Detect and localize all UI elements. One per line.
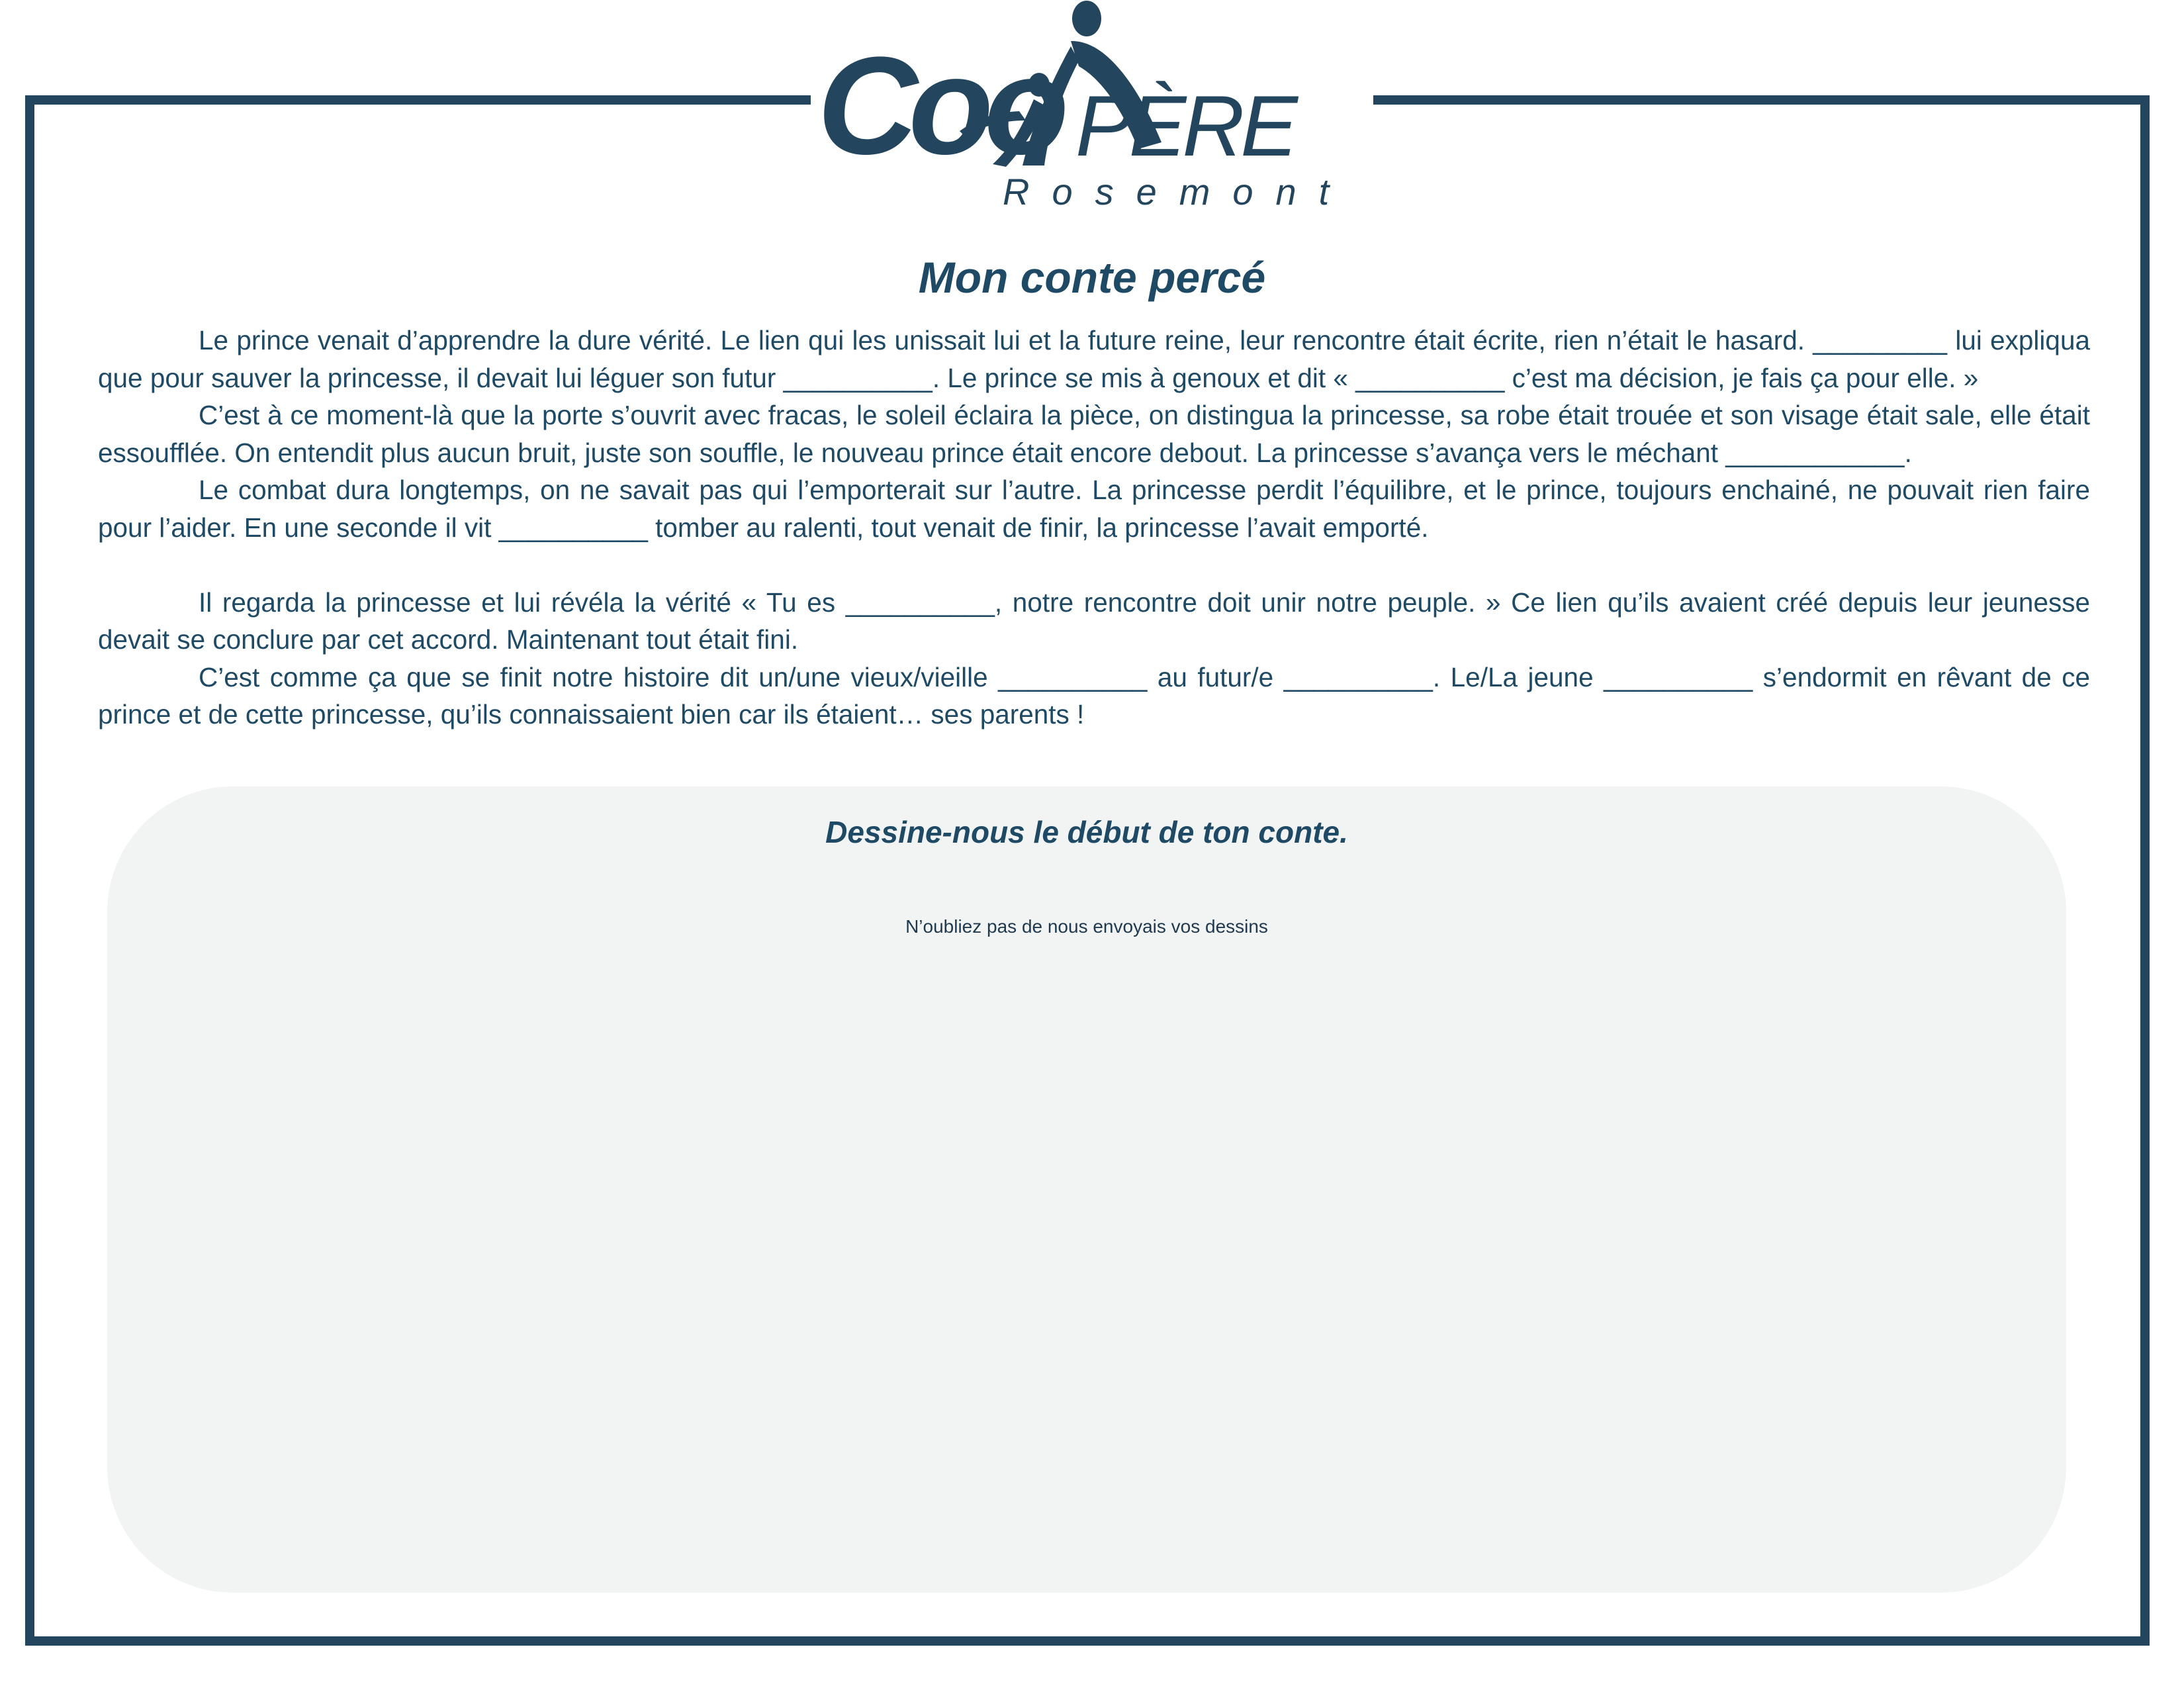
page-title: Mon conte percé bbox=[918, 253, 1266, 302]
drawing-area[interactable] bbox=[107, 786, 2066, 1593]
story-blank-line bbox=[98, 546, 2090, 584]
story-paragraph-3: Le combat dura longtemps, on ne savait pas qui l’emporterait sur l’autre. La princesse perdit l’équilibre, et le prince, toujours enchainé, ne pouvait rien faire pour l’aider. En une seconde il vit __________ tomber au ralenti, tout venait de finir, la princesse l’avait emporté. bbox=[98, 475, 2090, 543]
logo-location: Rosemont bbox=[1003, 171, 1352, 212]
story-text bbox=[98, 322, 2090, 733]
story-paragraph-2: C’est à ce moment-là que la porte s’ouvrit avec fracas, le soleil éclaira la pièce, on distingua la princesse, sa robe était trouée et son visage était sale, elle était essoufflée. On entendit plus aucun bruit, juste son souffle, le nouveau prince était encore debout. La princesse s’avança vers le méchant ____________. bbox=[98, 400, 2090, 468]
drawing-note: N’oubliez pas de nous envoyais vos dessins bbox=[905, 916, 1268, 937]
story-paragraph-4: Il regarda la princesse et lui révéla la vérité « Tu es __________, notre rencontre doit unir notre peuple. » Ce lien qu’ils avaient créé depuis leur jeunesse devait se conclure par cet accord. Maintenant tout était fini. bbox=[98, 586, 2090, 655]
cooppere-logo bbox=[794, 0, 1390, 218]
drawing-heading: Dessine-nous le début de ton conte. bbox=[825, 815, 1348, 849]
logo-brand-main: Coo bbox=[817, 28, 1060, 183]
story-paragraph-5: C’est comme ça que se finit notre histoire dit un/une vieux/vieille __________ au futur/e __________. Le/La jeune __________ s’endormit en rêvant de ce prince et de cette princesse, qu’ils connaissaient bien car ils étaient… ses parents ! bbox=[98, 661, 2090, 729]
logo-brand-rest: PÈRE bbox=[1075, 77, 1295, 174]
story-paragraph-1: Le prince venait d’apprendre la dure vérité. Le lien qui les unissait lui et la future reine, leur rencontre était écrite, rien n’était le hasard. _________ lui expliqua que pour sauver la princesse, il devait lui léguer son futur __________. Le prince se mis à genoux et dit « __________ c’est ma décision, je fais ça pour elle. » bbox=[98, 325, 2090, 393]
